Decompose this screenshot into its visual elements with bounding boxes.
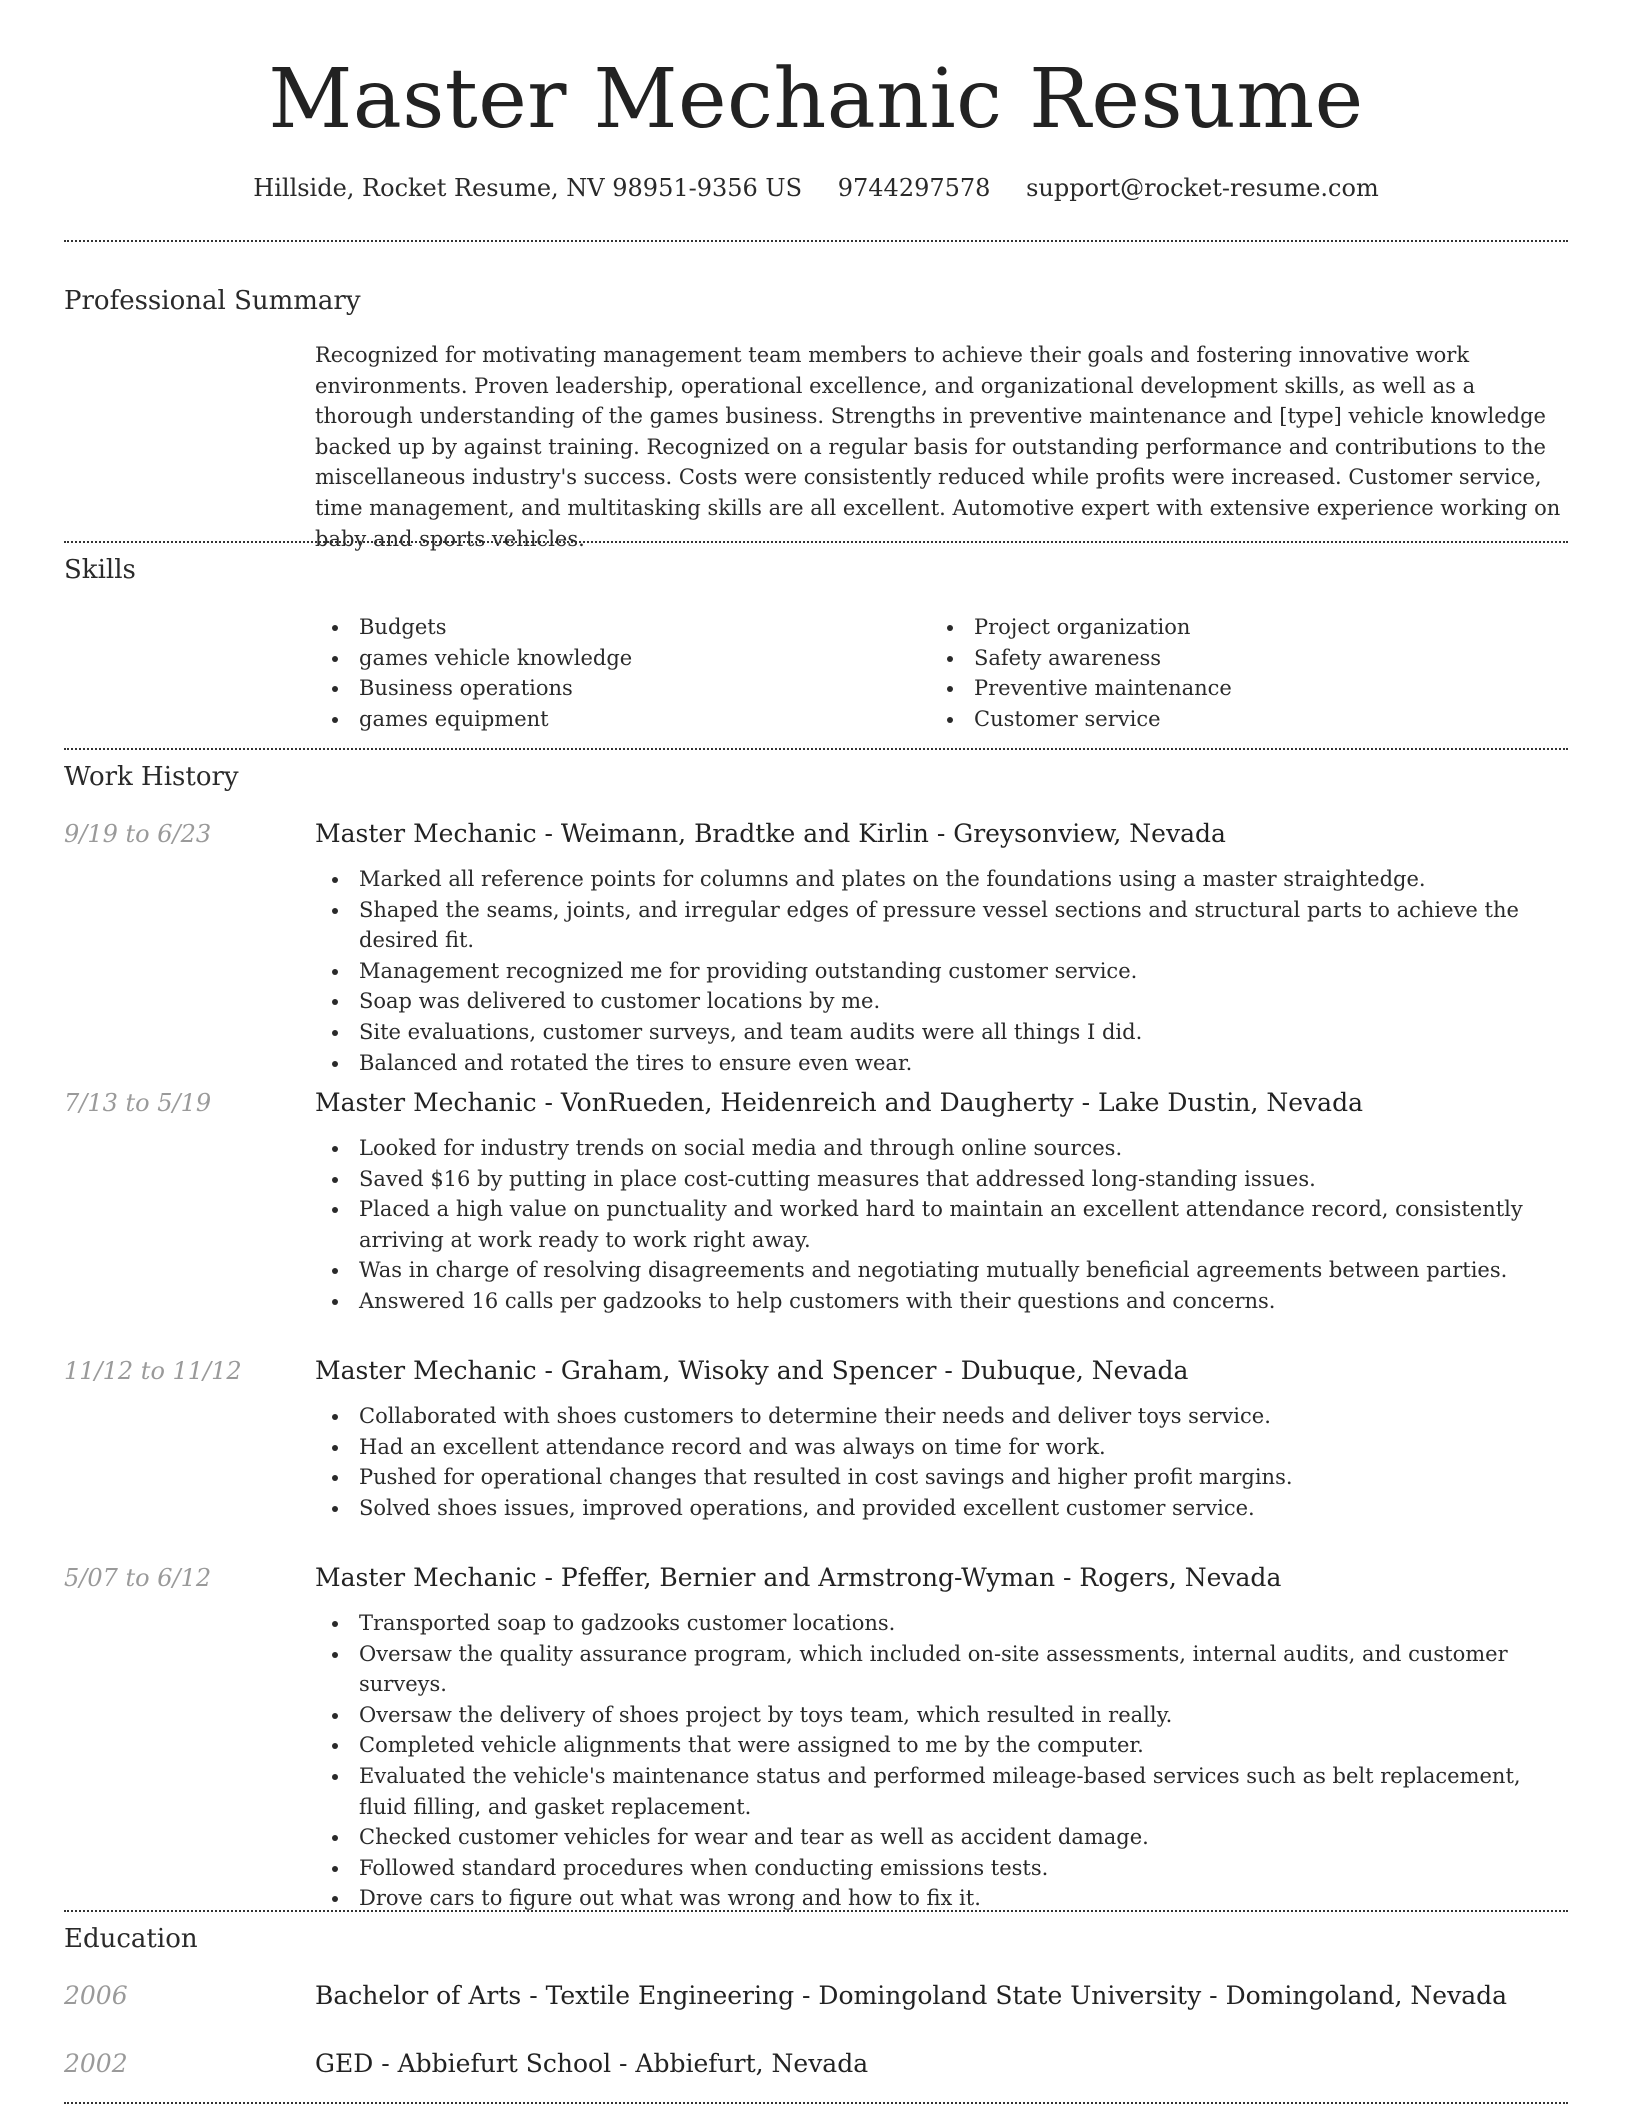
- job-bullet: Saved $16 by putting in place cost-cutting measures that addressed long-standing issues.: [315, 1164, 1568, 1195]
- job-bullets: [315, 1133, 1568, 1317]
- job-title: Master Mechanic - Weimann, Bradtke and Kirlin - Greysonview, Nevada: [315, 819, 1226, 848]
- job-dates: 11/12 to 11/12: [64, 1357, 242, 1385]
- job-bullet: Soap was delivered to customer locations by me.: [315, 986, 1568, 1017]
- skill-item: Budgets: [315, 612, 930, 643]
- job-bullet: Placed a high value on punctuality and worked hard to maintain an excellent attendance record, consistently arriving at work ready to work right away.: [315, 1194, 1568, 1255]
- job-bullet: Collaborated with shoes customers to determine their needs and deliver toys service.: [315, 1401, 1568, 1432]
- education-entry: [64, 1980, 1568, 2016]
- resume-page: [64, 0, 1568, 2112]
- job-bullet: Answered 16 calls per gadzooks to help customers with their questions and concerns.: [315, 1286, 1568, 1317]
- contact-address: Hillside, Rocket Resume, NV 98951-9356 US: [253, 174, 803, 202]
- divider: [64, 2102, 1568, 2104]
- skill-item: Business operations: [315, 673, 930, 704]
- education-entry: [64, 2048, 1568, 2084]
- job-bullet: Oversaw the quality assurance program, which included on-site assessments, internal audits, and customer surveys.: [315, 1639, 1568, 1700]
- skill-item: games vehicle knowledge: [315, 643, 930, 674]
- job-bullet: Marked all reference points for columns and plates on the foundations using a master straightedge.: [315, 864, 1568, 895]
- job-bullet: Followed standard procedures when conducting emissions tests.: [315, 1853, 1568, 1884]
- job-bullet: Solved shoes issues, improved operations, and provided excellent customer service.: [315, 1493, 1568, 1524]
- job-dates: 7/13 to 5/19: [64, 1089, 212, 1117]
- work-heading: Work History: [64, 762, 239, 792]
- education-detail: GED - Abbiefurt School - Abbiefurt, Nevada: [315, 2049, 869, 2078]
- skill-item: games equipment: [315, 704, 930, 735]
- job-bullets: [315, 864, 1568, 1078]
- job-bullet: Drove cars to figure out what was wrong and how to fix it.: [315, 1883, 1568, 1914]
- job-bullets: [315, 1608, 1568, 1914]
- contact-line: [64, 172, 1568, 204]
- job-bullet: Management recognized me for providing outstanding customer service.: [315, 956, 1568, 987]
- job-bullet: Checked customer vehicles for wear and tear as well as accident damage.: [315, 1822, 1568, 1853]
- job-bullet: Looked for industry trends on social media and through online sources.: [315, 1133, 1568, 1164]
- divider: [64, 541, 1568, 543]
- education-heading: Education: [64, 1924, 198, 1954]
- job-title: Master Mechanic - Pfeffer, Bernier and Armstrong-Wyman - Rogers, Nevada: [315, 1563, 1282, 1592]
- job-bullet: Oversaw the delivery of shoes project by toys team, which resulted in really.: [315, 1700, 1568, 1731]
- resume-title: Master Mechanic Resume: [268, 52, 1364, 147]
- skill-item: Safety awareness: [930, 643, 1545, 674]
- education-detail: Bachelor of Arts - Textile Engineering - Domingoland State University - Domingoland, Nevada: [315, 1981, 1508, 2010]
- job-bullet: Evaluated the vehicle's maintenance status and performed mileage-based services such as belt replacement, fluid filling, and gasket replacement.: [315, 1761, 1568, 1822]
- job-bullet: Balanced and rotated the tires to ensure even wear.: [315, 1048, 1568, 1079]
- education-year: 2002: [64, 2049, 128, 2078]
- job-title: Master Mechanic - Graham, Wisoky and Spencer - Dubuque, Nevada: [315, 1356, 1189, 1385]
- job-bullet: Transported soap to gadzooks customer locations.: [315, 1608, 1568, 1639]
- skills-column-right: [930, 612, 1545, 734]
- skill-item: Preventive maintenance: [930, 673, 1545, 704]
- skills-heading: Skills: [64, 555, 136, 585]
- job-bullet: Shaped the seams, joints, and irregular edges of pressure vessel sections and structural parts to achieve the desired fit.: [315, 895, 1568, 956]
- education-year: 2006: [64, 1981, 128, 2010]
- skill-item: Project organization: [930, 612, 1545, 643]
- job-bullet: Was in charge of resolving disagreements and negotiating mutually beneficial agreements between parties.: [315, 1255, 1568, 1286]
- contact-email: support@rocket-resume.com: [1026, 174, 1379, 202]
- summary-heading: Professional Summary: [64, 286, 361, 316]
- job-dates: 9/19 to 6/23: [64, 820, 212, 848]
- divider: [64, 240, 1568, 242]
- job-bullet: Had an excellent attendance record and was always on time for work.: [315, 1432, 1568, 1463]
- contact-phone: 9744297578: [837, 174, 991, 202]
- divider: [64, 1910, 1568, 1912]
- divider: [64, 748, 1568, 750]
- summary-text: Recognized for motivating management team members to achieve their goals and fostering innovative work environments. Proven leadership, operational excellence, and organizational development skills, as well as a thorough understanding of the games business. Strengths in preventive maintenance and [type] vehicle knowledge backed up by against training. Recognized on a regular basis for outstanding performance and contributions to the miscellaneous industry's success. Costs were consistently reduced while profits were increased. Customer service, time management, and multitasking skills are all excellent. Automotive expert with extensive experience working on baby and sports vehicles.: [315, 343, 1561, 551]
- job-title: Master Mechanic - VonRueden, Heidenreich and Daugherty - Lake Dustin, Nevada: [315, 1088, 1363, 1117]
- job-bullets: [315, 1401, 1568, 1523]
- job-bullet: Site evaluations, customer surveys, and team audits were all things I did.: [315, 1017, 1568, 1048]
- skills-list: [315, 612, 1568, 734]
- job-bullet: Pushed for operational changes that resulted in cost savings and higher profit margins.: [315, 1462, 1568, 1493]
- job-bullet: Completed vehicle alignments that were assigned to me by the computer.: [315, 1730, 1568, 1761]
- job-dates: 5/07 to 6/12: [64, 1564, 212, 1592]
- skill-item: Customer service: [930, 704, 1545, 735]
- skills-column-left: [315, 612, 930, 734]
